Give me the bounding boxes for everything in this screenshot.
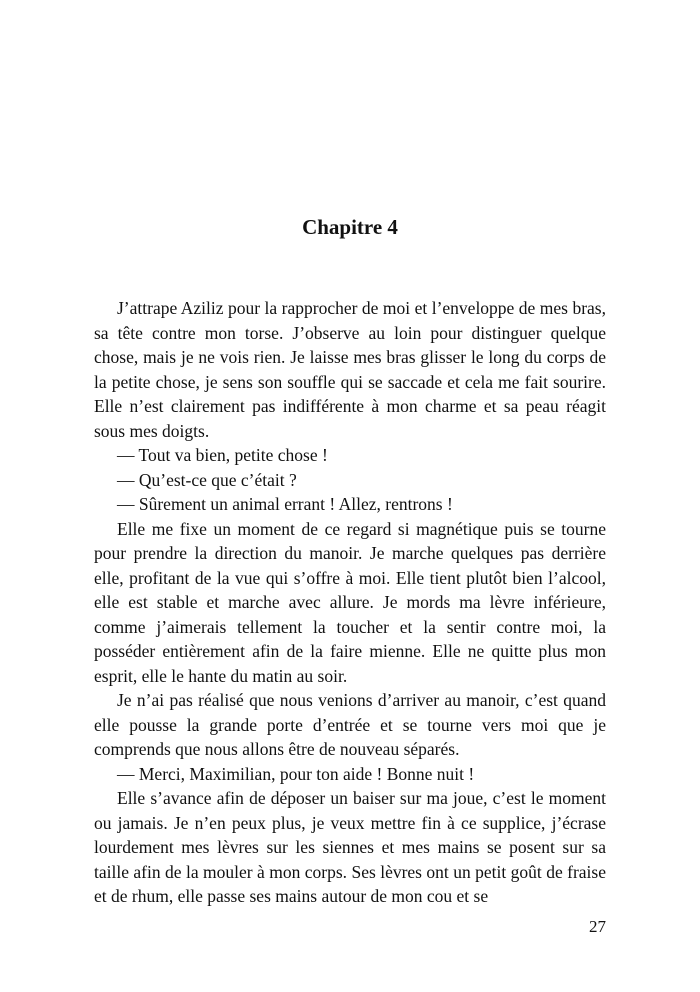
paragraph: Elle me fixe un moment de ce regard si magnétique puis se tourne pour prendre la direction du manoir. Je marche quelques pas derrière elle, profitant de la vue qui s’offre à moi. Elle tient plutôt bien l’alcool, elle est stable et marche avec allure. Je mords ma lèvre inférieure, comme j’aimerais tellement la toucher et la sentir contre moi, la posséder entièrement afin de la faire mienne. Elle ne quitte plus mon esprit, elle le hante du matin au soir.: [94, 518, 606, 686]
paragraph: Elle s’avance afin de déposer un baiser sur ma joue, c’est le moment ou jamais. Je n’en peux plus, je veux mettre fin à ce supplice, j’écrase lourdement mes lèvres sur les siennes et mes mains se posent sur sa taille afin de la mouler à mon corps. Ses lèvres ont un petit goût de fraise et de rhum, elle passe ses mains autour de mon cou et se: [94, 788, 606, 906]
page-number: 27: [589, 917, 606, 936]
paragraph: J’attrape Aziliz pour la rapprocher de moi et l’enveloppe de mes bras, sa tête contre mon torse. J’observe au loin pour distinguer quelque chose, mais je ne vois rien. Je laisse mes bras glisser le long du corps de la petite chose, je sens son souffle qui se saccade et cela me fait sourire. Elle n’est clairement pas indifférente à mon charme et sa peau réagit sous mes doigts.: [94, 298, 606, 441]
chapter-body: [94, 296, 606, 909]
dialogue-line: — Sûrement un animal errant ! Allez, rentrons !: [117, 494, 453, 514]
dialogue-line: — Merci, Maximilian, pour ton aide ! Bonne nuit !: [117, 763, 475, 784]
paragraph: Je n’ai pas réalisé que nous venions d’arriver au manoir, c’est quand elle pousse la grande porte d’entrée et se tourne vers moi que je comprends que nous allons être de nouveau séparés.: [94, 690, 606, 759]
chapter-title: Chapitre 4: [302, 215, 398, 240]
dialogue-line: — Qu’est-ce que c’était ?: [117, 469, 297, 490]
dialogue-line: — Tout va bien, petite chose !: [117, 445, 328, 465]
